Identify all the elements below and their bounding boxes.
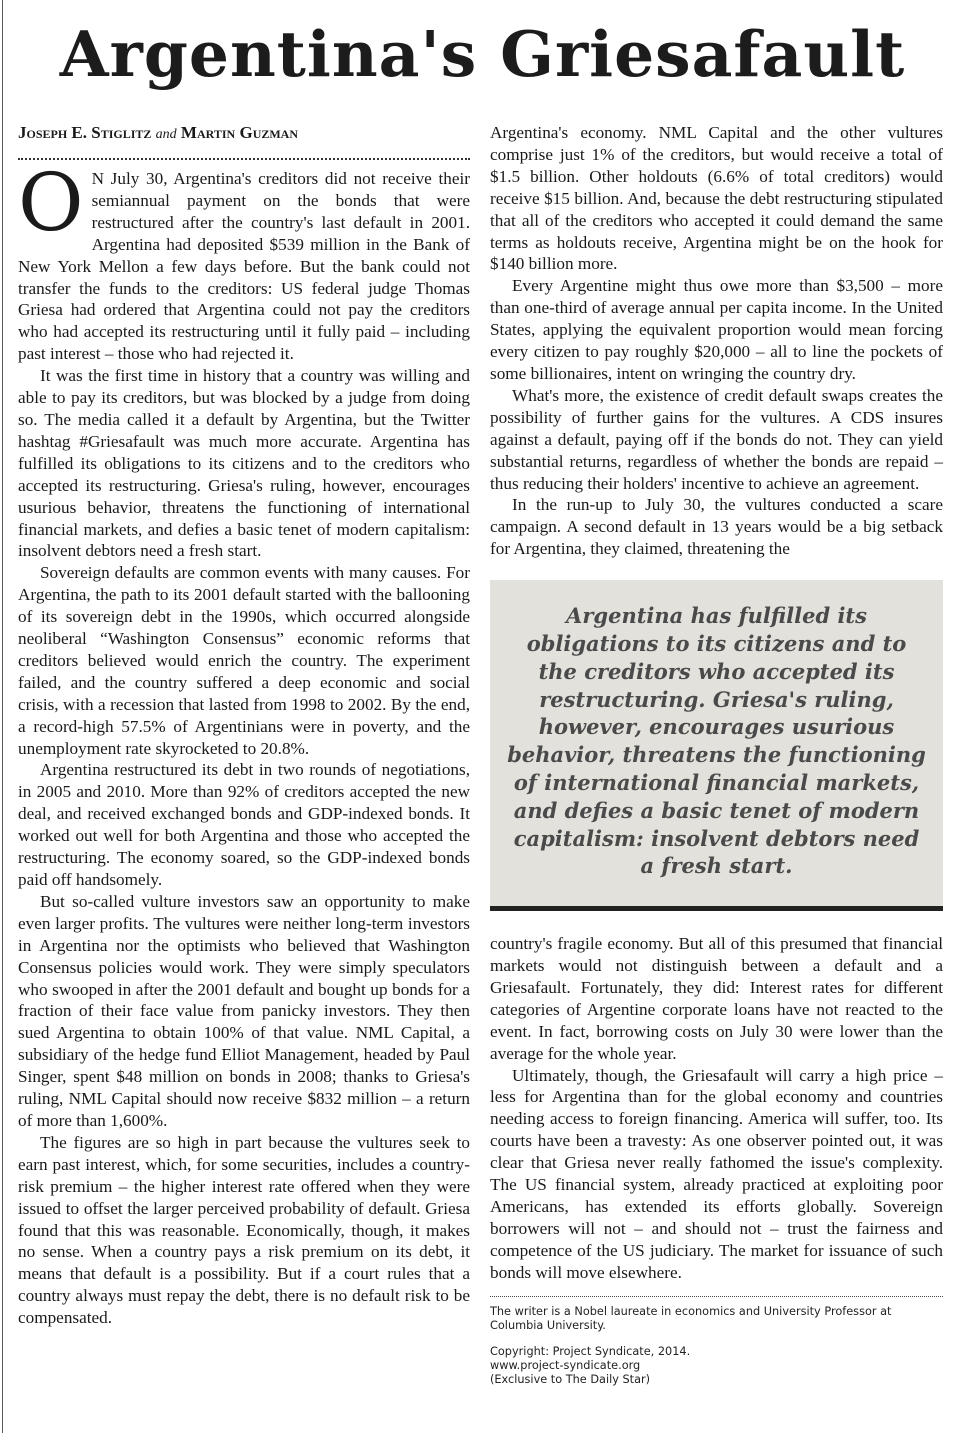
copyright-block [490, 1345, 943, 1387]
paragraph: Argentina restructured its debt in two rounds of negotiations, in 2005 and 2010. More than 92% of creditors accepted the new deal, and received exchanged bonds and GDP-indexed bonds. It worked out well for both Argentina and those who accepted the restructuring. The economy soared, so the GDP-indexed bonds paid off handsomely. [18, 760, 470, 889]
paragraph: But so-called vulture investors saw an opportunity to make even larger profits. The vultures were neither long-term investors in Argentina nor the optimists who believed that Washington Consensus policies would work. They were simply speculators who swooped in after the 2001 default and bought up bonds for a fraction of their face value from panicky investors. They then sued Argentina to obtain 100% of that value. NML Capital, a subsidiary of the hedge fund Elliot Management, headed by Paul Singer, spent $48 million on bonds in 2008; thanks to Griesa's ruling, NML Capital should now receive $832 million – a return of more than 1,600%. [18, 891, 470, 1130]
paragraph: In the run-up to July 30, the vultures conducted a scare campaign. A second default in 13 years would be a big setback for Argentina, they claimed, threatening the [490, 495, 943, 559]
copyright-line: Copyright: Project Syndicate, 2014. [490, 1344, 691, 1358]
exclusive-line: (Exclusive to The Daily Star) [490, 1372, 651, 1386]
writer-note: The writer is a Nobel laureate in economics and University Professor at Columbia University. [490, 1304, 892, 1332]
author-1: Joseph E. Stiglitz [18, 123, 152, 142]
paragraph: The figures are so high in part because the vultures seek to earn past interest, which, for some securities, includes a country-risk premium – the higher interest rate offered when they were issued to offset the larger perceived probability of default. Griesa found that this was reasonable. Economically, though, it makes no sense. When a country pays a risk premium on its debt, it means that default is a possibility. But if a court rules that a country always must repay the debt, there is no default risk to be compensated. [18, 1132, 470, 1328]
pull-quote: Argentina has fulfilled its obligations to its citizens and to the creditors who accepted its restructuring. Griesa's ruling, however, encourages usurious behavior, threatens the functioning of international financial markets, and defies a basic tenet of modern capitalism: insolvent debtors need a fresh start. [490, 580, 943, 911]
byline-conjunction: and [155, 127, 177, 142]
paragraph-continued: country's fragile economy. But all of this presumed that financial markets would not distinguish between a default and a Griesafault. Fortunately, they did: Interest rates for different categories of Argentine corporate loans have not reacted to the event. In fact, borrowing costs on July 30 were lower than the average for the whole year. [490, 934, 943, 1063]
byline [18, 122, 470, 146]
paragraph: Every Argentine might thus owe more than $3,500 – more than one-third of average annual per capita income. In the United States, applying the equivalent proportion would mean forcing every citizen to pay roughly $20,000 – all to line the pockets of some billionaires, intent on wringing the country dry. [490, 276, 943, 383]
footer-divider [490, 1296, 943, 1297]
paragraph: What's more, the existence of credit default swaps creates the possibility of further gains for the vultures. A CDS insures against a default, paying off if the bonds do not. They can yield substantial returns, regardless of whether the bonds are repaid – thus reducing their holders' incentive to achieve an agreement. [490, 385, 943, 493]
paragraph: Sovereign defaults are common events with many causes. For Argentina, the path to its 2001 default started with the ballooning of its sovereign debt in the 1990s, which occurred alongside neoliberal “Washington Consensus” economic reforms that creditors believed would enrich the country. The experiment failed, and the country suffered a deep economic and social crisis, with a recession that lasted from 1998 to 2002. By the end, a record-high 57.5% of Argentinians were in poverty, and the unemployment rate skyrocketed to 20.8%. [18, 563, 470, 758]
lead-paragraph [18, 156, 470, 365]
paragraph: Ultimately, though, the Griesafault will carry a high price – less for Argentina than for the global economy and countries needing access to foreign financing. America will suffer, too. Its courts have been a travesty: As one observer pointed out, it was clear that Griesa never really fathomed the issue's complexity. The US financial system, already practiced at exploiting poor Americans, has extended its efforts globally. Sovereign borrowers will not – and should not – trust the fairness and competence of the US judiciary. The market for issuance of such bonds will move elsewhere. [490, 1065, 943, 1282]
lead-paragraph-text: N July 30, Argentina's creditors did not receive their semiannual payment on the bonds that were restructured after the country's last default in 2001. Argentina had deposited $539 million in the Bank of New York Mellon a few days before. But the bank could not transfer the funds to the creditors: US federal judge Thomas Griesa had ordered that Argentina could not pay the creditors who had accepted its restructuring until it fully paid – including past interest – those who had rejected it. [18, 169, 470, 364]
left-column [18, 122, 470, 1329]
right-column [490, 122, 943, 1387]
drop-cap: O [18, 156, 84, 249]
article-headline: Argentina's Griesafault [59, 17, 906, 91]
website-line: www.project-syndicate.org [490, 1358, 641, 1372]
paragraph: It was the first time in history that a country was willing and able to pay its creditors, but was blocked by a judge from doing so. The media called it a default by Argentina, but the Twitter hashtag #Griesafault was much more accurate. Argentina has fulfilled its obligations to its citizens and to the creditors who accepted its restructuring. Griesa's ruling, however, encourages usurious behavior, threatens the functioning of international financial markets, and defies a basic tenet of modern capitalism: insolvent debtors need a fresh start. [18, 366, 470, 561]
author-2: Martin Guzman [180, 123, 299, 142]
page-edge-rule [2, 0, 3, 1433]
byline-divider [18, 158, 470, 160]
paragraph-continued: Argentina's economy. NML Capital and the other vultures comprise just 1% of the creditors, but would receive a total of $1.5 billion. Other holdouts (6.6% of total creditors) would receive $15 billion. And, because the debt restructuring stipulated that all of the creditors who accepted it could demand the same terms as holdouts receive, Argentina might be on the hook for $140 billion more. [490, 123, 943, 274]
